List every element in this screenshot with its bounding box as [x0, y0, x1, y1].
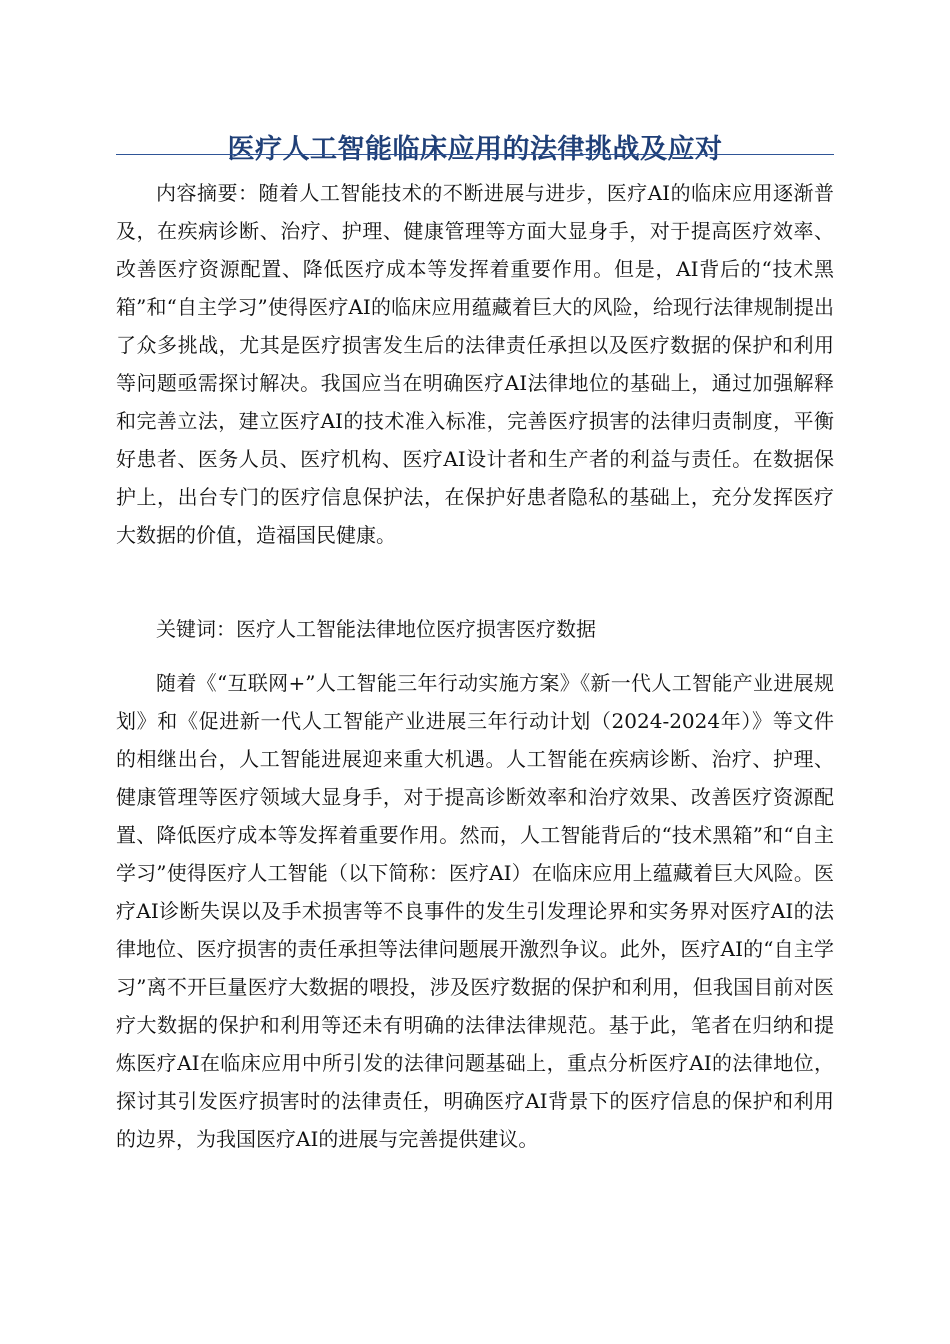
intro-section [116, 664, 834, 1158]
intro-paragraph: 随着《“互联网+”人工智能三年行动实施方案》《新一代人工智能产业进展规划》和《促进新一代人工智能产业进展三年行动计划（2024-2024年）》等文件的相继出台，人工智能进展迎来重大机遇。人工智能在疾病诊断、治疗、护理、健康管理等医疗领域大显身手，对于提高诊断效率和治疗效果、改善医疗资源配置、降低医疗成本等发挥着重要作用。然而，人工智能背后的“技术黑箱”和“自主学习”使得医疗人工智能（以下简称：医疗AI）在临床应用上蕴藏着巨大风险。医疗AI诊断失误以及手术损害等不良事件的发生引发理论界和实务界对医疗AI的法律地位、医疗损害的责任承担等法律问题展开激烈争议。此外，医疗AI的“自主学习”离不开巨量医疗大数据的喂投，涉及医疗数据的保护和利用，但我国目前对医疗大数据的保护和利用等还未有明确的法律法律规范。基于此，笔者在归纳和提炼医疗AI在临床应用中所引发的法律问题基础上，重点分析医疗AI的法律地位，探讨其引发医疗损害时的法律责任，明确医疗AI背景下的医疗信息的保护和利用的边界，为我国医疗AI的进展与完善提供建议。 [116, 671, 834, 1151]
keywords-paragraph: 关键词：医疗人工智能法律地位医疗损害医疗数据 [156, 617, 596, 641]
abstract-paragraph: 内容摘要：随着人工智能技术的不断进展与进步，医疗AI的临床应用逐渐普及，在疾病诊断、治疗、护理、健康管理等方面大显身手，对于提高医疗效率、改善医疗资源配置、降低医疗成本等发挥着重要作用。但是，AI背后的“技术黑箱”和“自主学习”使得医疗AI的临床应用蕴藏着巨大的风险，给现行法律规制提出了众多挑战，尤其是医疗损害发生后的法律责任承担以及医疗数据的保护和利用等问题亟需探讨解决。我国应当在明确医疗AI法律地位的基础上，通过加强解释和完善立法，建立医疗AI的技术准入标准，完善医疗损害的法律归责制度，平衡好患者、医务人员、医疗机构、医疗AI设计者和生产者的利益与责任。在数据保护上，出台专门的医疗信息保护法，在保护好患者隐私的基础上，充分发挥医疗大数据的价值，造福国民健康。 [116, 181, 834, 547]
keywords-section [116, 610, 834, 648]
title-underline [116, 154, 834, 155]
abstract-section [116, 174, 834, 554]
document-title: 医疗人工智能临床应用的法律挑战及应对 [227, 134, 723, 166]
